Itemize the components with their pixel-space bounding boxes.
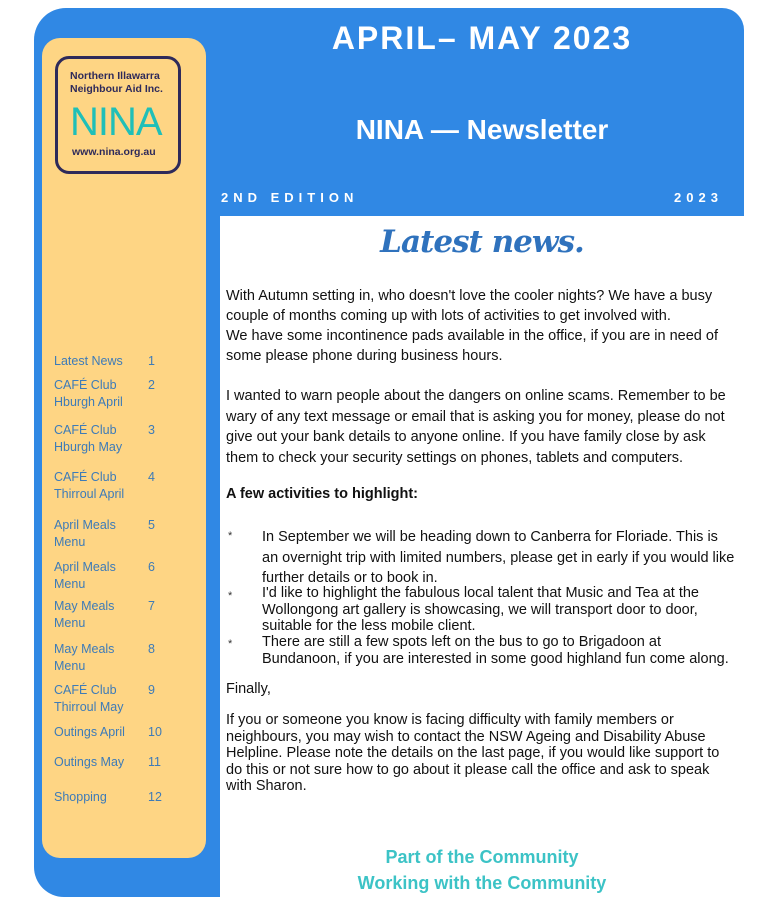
activity-brigadoon [262, 634, 729, 667]
toc-page-number: 7 [148, 599, 155, 613]
text-line: couple of months coming up with lots of activities to get involved with. [226, 308, 671, 324]
toc-item[interactable] [54, 353, 194, 370]
toc-item[interactable] [54, 517, 194, 551]
text-line: In September we will be heading down to Canberra for Floriade. This is [262, 529, 718, 545]
toc-label: Outings April [54, 725, 125, 739]
paragraph-intro [226, 286, 718, 366]
toc-page-number: 9 [148, 683, 155, 697]
toc-label-line2: Thirroul May [54, 700, 124, 714]
toc-item[interactable] [54, 377, 194, 411]
toc-label: Outings May [54, 755, 125, 769]
activity-floriade [262, 527, 734, 589]
toc-page-number: 10 [148, 725, 162, 739]
text-line: Helpline. Please note the details on the last page, if you would like support to [226, 745, 720, 761]
toc-label: Shopping [54, 790, 107, 804]
toc-item[interactable] [54, 641, 194, 675]
toc-item[interactable] [54, 469, 194, 503]
text-line: There are still a few spots left on the bus to go to Brigadoon at [262, 634, 661, 650]
text-line: with Sharon. [226, 778, 307, 794]
text-line: Bundanoon, if you are interested in some good highland fun come along. [262, 650, 729, 667]
text-line: do this or not sure how to go about it please call the office and ask to speak [226, 761, 710, 778]
newsletter-title: NINA — Newsletter [355, 114, 609, 145]
edition-label: 2ND EDITION [221, 190, 359, 205]
text-line: suitable for the less mobile client. [262, 618, 476, 634]
footer-line1: Part of the Community [385, 847, 579, 867]
text-line: neighbours, you may wish to contact the NSW Ageing and Disability Abuse [226, 728, 706, 745]
text-line: I wanted to warn people about the dangers on online scams. Remember to be [226, 388, 726, 404]
finally-label: Finally, [226, 681, 271, 697]
logo-line1: Northern Illawarra [70, 70, 160, 82]
toc-label: April Meals [54, 518, 116, 532]
toc-item[interactable] [54, 682, 194, 716]
toc-label: April Meals [54, 560, 116, 574]
text-line: further details or to book in. [262, 570, 438, 586]
article-title: Latest news. [380, 224, 584, 260]
toc-label-line2: Menu [54, 659, 86, 673]
text-line: We have some incontinence pads available in the office, if you are in need of [226, 328, 718, 344]
toc-label: CAFÉ Club [54, 378, 117, 392]
toc-label: CAFÉ Club [54, 683, 117, 697]
toc-page-number: 12 [148, 790, 162, 804]
toc-page-number: 11 [148, 755, 161, 769]
toc-label-line2: Hburgh May [54, 440, 123, 454]
paragraph-scams [226, 386, 726, 468]
toc-label: May Meals [54, 599, 115, 613]
toc-page-number: 5 [148, 518, 155, 532]
bullet-icon: * [228, 590, 233, 602]
issue-title: APRIL– MAY 2023 [331, 20, 633, 56]
toc-page-number: 6 [148, 560, 155, 574]
text-line: I'd like to highlight the fabulous local talent that Music and Tea at the [262, 585, 699, 601]
text-line: some please phone during business hours. [226, 348, 503, 364]
text-line: Wollongong art gallery is showcasing, we will transport door to door, [262, 601, 698, 618]
toc-page-number: 3 [148, 423, 155, 437]
paragraph-helpline [226, 712, 719, 795]
logo-line2: Neighbour Aid Inc. [70, 83, 163, 95]
toc-item[interactable] [54, 598, 194, 632]
toc-page-number: 1 [148, 354, 155, 368]
activity-music-tea [262, 585, 699, 635]
toc-item[interactable] [54, 754, 194, 771]
footer-line2: Working with the Community [357, 873, 607, 893]
toc-label-line2: Menu [54, 577, 86, 591]
text-line: With Autumn setting in, who doesn't love the cooler nights? We have a busy [226, 288, 713, 304]
edition-year: 2023 [674, 190, 723, 205]
toc-label-line2: Thirroul April [54, 487, 125, 501]
text-line: wary of any text message or email that is asking you for money, please do not [226, 408, 725, 425]
toc-label-line2: Hburgh April [54, 395, 123, 409]
toc-label: May Meals [54, 642, 115, 656]
toc-item[interactable] [54, 559, 194, 593]
toc-label: CAFÉ Club [54, 470, 117, 484]
bullet-icon: * [228, 638, 233, 650]
toc-page-number: 8 [148, 642, 155, 656]
toc-label-line2: Menu [54, 535, 86, 549]
activities-heading: A few activities to highlight: [226, 486, 418, 502]
bullet-icon: * [228, 530, 233, 542]
text-line: give out your bank details to anyone online. If you have family close by ask [226, 429, 706, 445]
toc-item[interactable] [54, 789, 194, 806]
text-line: an overnight trip with limited numbers, please get in early if you would like [262, 549, 735, 566]
toc-item[interactable] [54, 422, 194, 456]
logo-name: NINA [70, 100, 162, 144]
toc-label: Latest News [54, 354, 123, 368]
logo-url: www.nina.org.au [72, 146, 156, 158]
toc-page-number: 2 [148, 378, 155, 392]
toc-label-line2: Menu [54, 616, 86, 630]
toc-page-number: 4 [148, 470, 155, 484]
toc-label: CAFÉ Club [54, 423, 117, 437]
text-line: them to check your security settings on phones, tablets and computers. [226, 449, 683, 466]
toc-item[interactable] [54, 724, 194, 741]
text-line: If you or someone you know is facing difficulty with family members or [226, 712, 674, 728]
